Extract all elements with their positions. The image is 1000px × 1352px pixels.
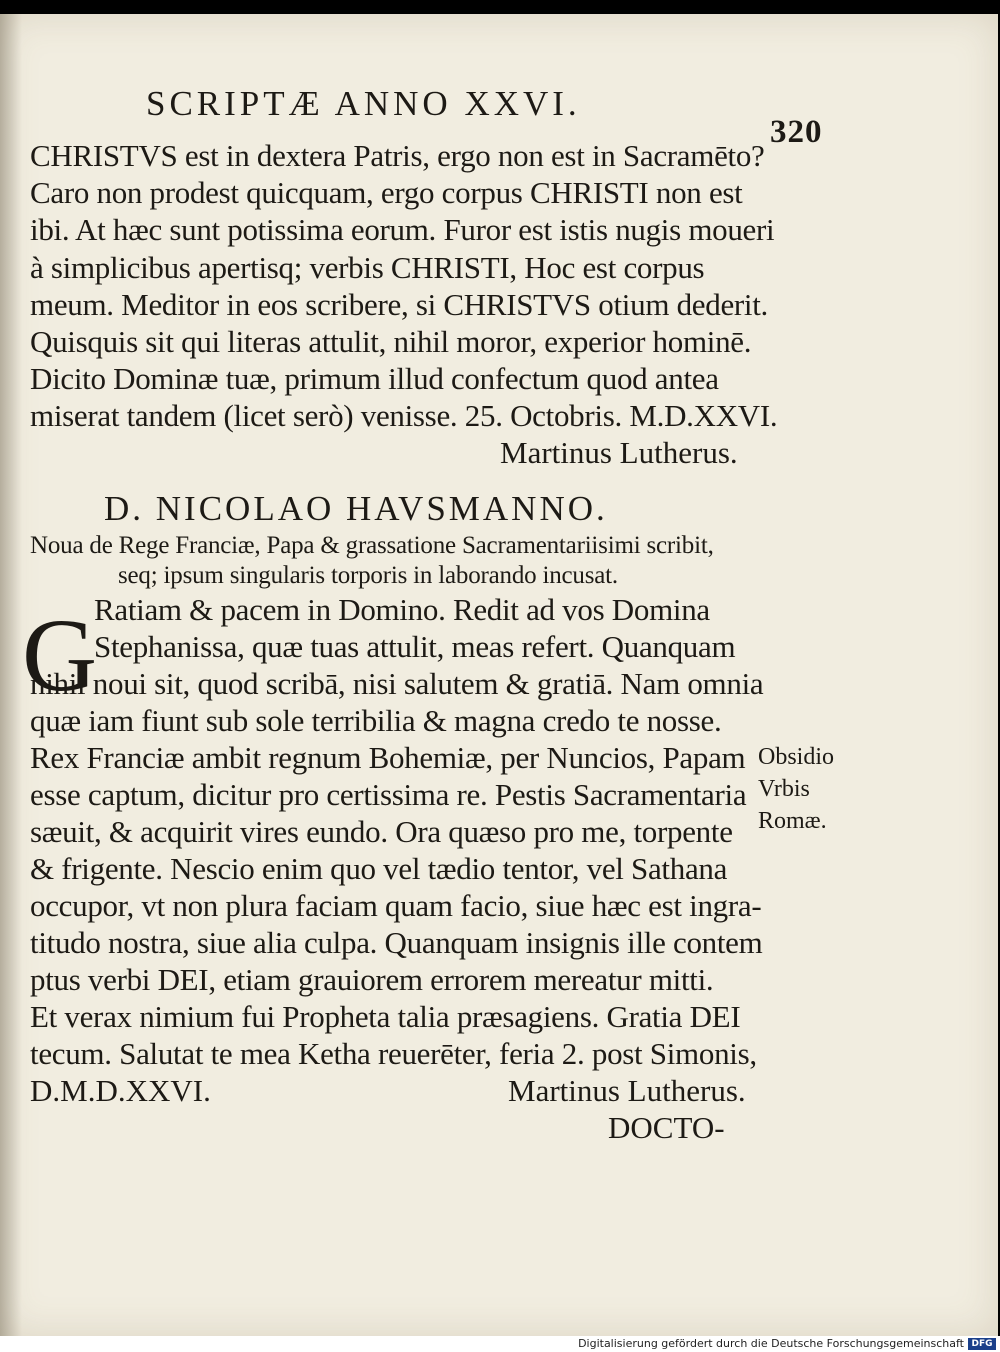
text-line: Ratiam & pacem in Domino. Redit ad vos Domina: [94, 592, 710, 627]
text-line: ibi. At hæc sunt potissima eorum. Furor est istis nugis moueri: [30, 212, 775, 247]
margin-note-line: Vrbis: [758, 776, 810, 802]
text-line: titudo nostra, siue alia culpa. Quanquam insignis ille contem: [30, 925, 763, 960]
running-header: SCRIPTÆ ANNO XXVI.: [146, 84, 581, 123]
letter-heading: D. NICOLAO HAVSMANNO.: [104, 489, 608, 528]
book-page: [0, 14, 998, 1336]
text-line: sæuit, & acquirit vires eundo. Ora quæso pro me, torpente: [30, 814, 733, 849]
text-line: Stephanissa, quæ tuas attulit, meas refert. Quanquam: [94, 629, 736, 664]
text-line: Rex Franciæ ambit regnum Bohemiæ, per Nuncios, Papam: [30, 740, 746, 775]
text-line: & frigente. Nescio enim quo vel tædio tentor, vel Sathana: [30, 851, 728, 886]
text-line: miserat tandem (licet serò) venisse. 25. Octobris. M.D.XXVI.: [30, 398, 778, 433]
text-line: tecum. Salutat te mea Ketha reuerēter, feria 2. post Simonis,: [30, 1036, 757, 1071]
text-line: nihil noui sit, quod scribā, nisi salutem & gratiā. Nam omnia: [30, 666, 764, 701]
text-line: Dicito Dominæ tuæ, primum illud confectum quod antea: [30, 361, 719, 396]
text-line: CHRISTVS est in dextera Patris, ergo non est in Sacramēto?: [30, 138, 765, 173]
footer-credit: Digitalisierung gefördert durch die Deutsche Forschungsgemeinschaft: [578, 1337, 964, 1350]
text-line: Caro non prodest quicquam, ergo corpus CHRISTI non est: [30, 175, 743, 210]
page-number: 320: [770, 114, 823, 150]
text-line: esse captum, dicitur pro certissima re. Pestis Sacramentaria: [30, 777, 747, 812]
dfg-logo-icon: DFG: [968, 1338, 996, 1350]
letter-summary-line: seq; ipsum singularis torporis in laborando incusat.: [118, 562, 618, 589]
letter-summary-line: Noua de Rege Franciæ, Papa & grassatione Sacramentariisimi scribit,: [30, 532, 714, 559]
letter-date: D.M.D.XXVI.: [30, 1073, 211, 1108]
margin-note-line: Obsidio: [758, 744, 835, 770]
text-line: Et verax nimium fui Propheta talia præsagiens. Gratia DEI: [30, 999, 741, 1034]
text-line: occupor, vt non plura faciam quam facio, siue hæc est ingra-: [30, 888, 762, 923]
catchword: DOCTO-: [608, 1110, 725, 1145]
page-gutter-shadow: [0, 14, 22, 1336]
text-line: quæ iam fiunt sub sole terribilia & magna credo te nosse.: [30, 703, 722, 738]
signature: Martinus Lutherus.: [508, 1073, 746, 1108]
text-line: meum. Meditor in eos scribere, si CHRISTVS otium dederit.: [30, 287, 768, 322]
drop-cap: G: [22, 598, 98, 713]
signature: Martinus Lutherus.: [500, 435, 738, 470]
text-line: Quisquis sit qui literas attulit, nihil moror, experior hominē.: [30, 324, 752, 359]
margin-note-line: Romæ.: [758, 808, 827, 834]
text-line: à simplicibus apertisq; verbis CHRISTI, Hoc est corpus: [30, 250, 705, 285]
text-line: ptus verbi DEI, etiam grauiorem errorem mereatur mitti.: [30, 962, 714, 997]
